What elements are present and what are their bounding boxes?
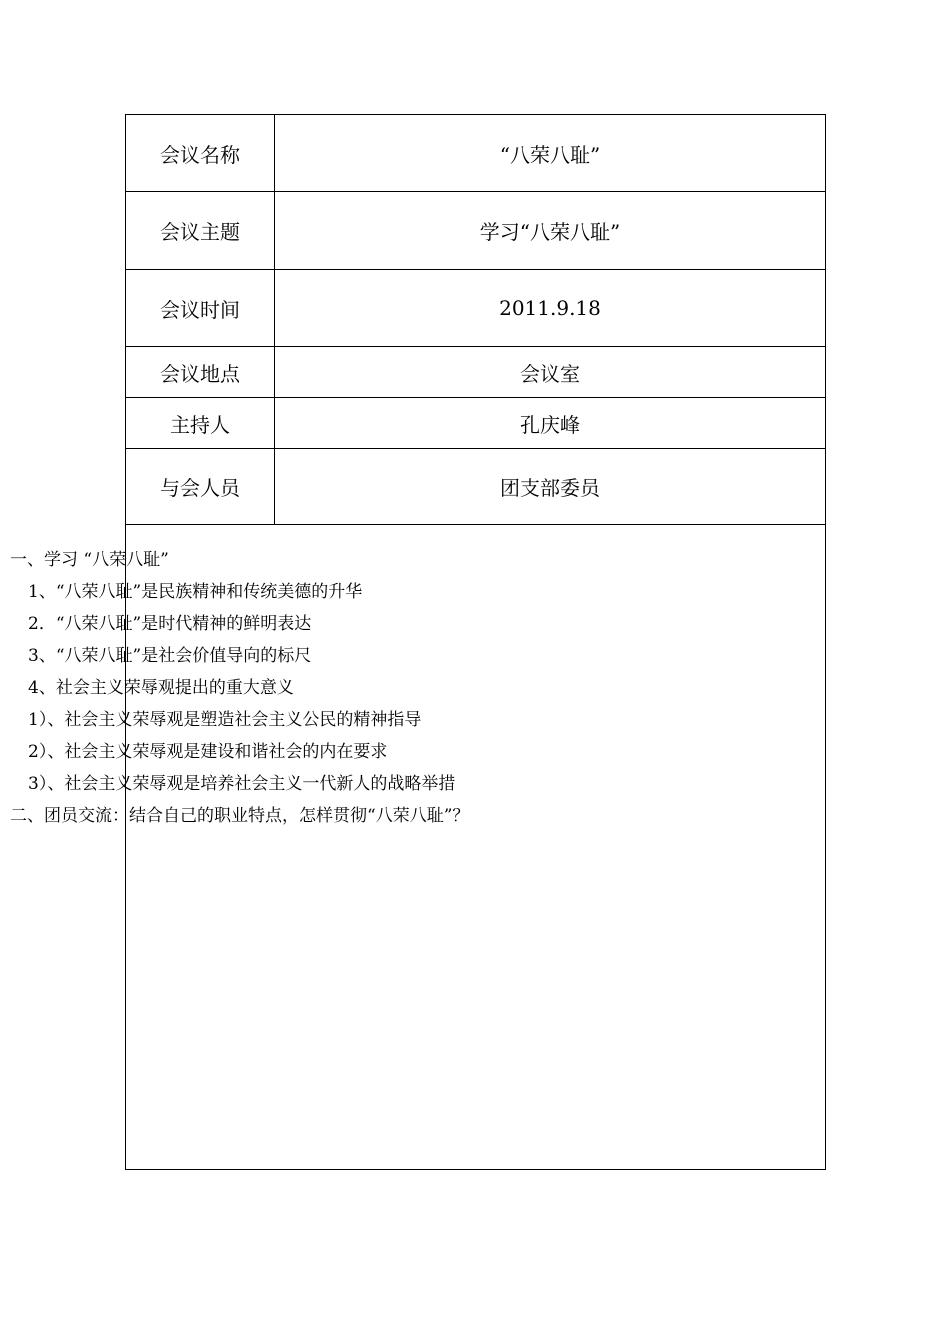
table-row — [126, 270, 825, 347]
meeting-location-value: 会议室 — [275, 347, 826, 398]
content-subitem: 1）、社会主义荣辱观是塑造社会主义公民的精神指导 — [28, 710, 422, 730]
meeting-location-label: 会议地点 — [126, 347, 275, 398]
content-heading-1: 一、学习 “八荣八耻” — [10, 550, 169, 570]
host-label: 主持人 — [126, 398, 275, 449]
table-row — [126, 192, 825, 270]
table-row — [126, 115, 825, 192]
content-item: 3、“八荣八耻”是社会价值导向的标尺 — [28, 646, 312, 666]
meeting-name-label: 会议名称 — [126, 115, 275, 192]
content-heading-2: 二、团员交流：结合自己的职业特点，怎样贯彻“八荣八耻”？ — [10, 806, 470, 826]
attendees-label: 与会人员 — [126, 449, 275, 525]
content-item: 4、社会主义荣辱观提出的重大意义 — [28, 678, 294, 698]
table-row — [126, 449, 825, 525]
meeting-topic-value: 学习“八荣八耻” — [275, 192, 826, 270]
table-row — [126, 398, 825, 449]
content-subitem: 3）、社会主义荣辱观是培养社会主义一代新人的战略举措 — [28, 774, 456, 794]
table-row — [126, 347, 825, 398]
content-item: 2．“八荣八耻”是时代精神的鲜明表达 — [28, 614, 312, 634]
meeting-time-value: 2011.9.18 — [275, 270, 826, 347]
meeting-info-table — [126, 115, 825, 525]
attendees-value: 团支部委员 — [275, 449, 826, 525]
content-subitem: 2）、社会主义荣辱观是建设和谐社会的内在要求 — [28, 742, 388, 762]
content-item: 1、“八荣八耻”是民族精神和传统美德的升华 — [28, 582, 363, 602]
meeting-content — [10, 544, 469, 832]
meeting-topic-label: 会议主题 — [126, 192, 275, 270]
meeting-time-label: 会议时间 — [126, 270, 275, 347]
meeting-name-value: “八荣八耻” — [275, 115, 826, 192]
host-value: 孔庆峰 — [275, 398, 826, 449]
